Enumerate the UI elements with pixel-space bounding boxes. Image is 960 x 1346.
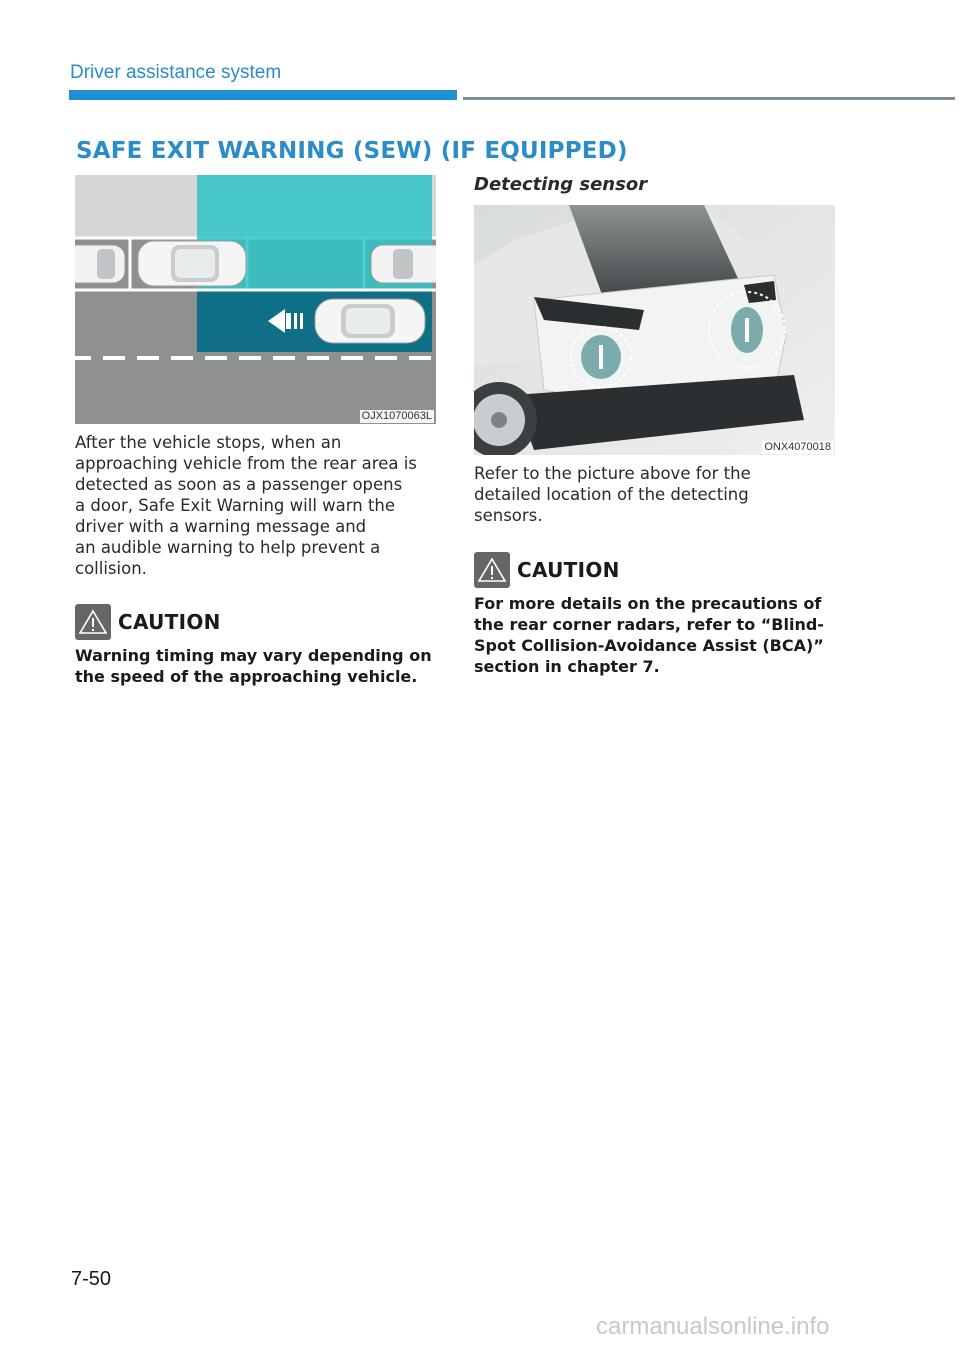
header-divider-bar [463,97,955,100]
text-line: section in chapter 7. [474,657,660,676]
caution-header [474,552,620,588]
caution-label: CAUTION [118,610,221,634]
sensor-description [474,463,844,526]
sew-description [75,432,445,579]
figure-code: OJX1070063L [361,410,432,422]
text-line: detected as soon as a passenger opens [75,475,403,494]
header-accent-bar [69,90,457,100]
figure-code: ONX4070018 [764,441,831,453]
text-line: a door, Safe Exit Warning will warn the [75,496,396,515]
page-number: 7-50 [71,1268,112,1290]
warning-triangle-icon [474,552,510,588]
sensor-location-illustration [474,205,835,455]
sew-road-diagram [75,175,436,424]
text-line: Refer to the picture above for the [474,464,751,483]
text-line: Warning timing may vary depending on [75,646,432,665]
text-line: the rear corner radars, refer to “Blind- [474,615,824,634]
text-line: sensors. [474,506,543,525]
section-title: SAFE EXIT WARNING (SEW) (IF EQUIPPED) [76,138,628,164]
sew-illustration [75,175,436,424]
text-line: After the vehicle stops, when an [75,433,342,452]
text-line: For more details on the precautions of [474,594,822,613]
warning-triangle-icon [75,604,111,640]
watermark: carmanualsonline.info [596,1313,830,1340]
text-line: approaching vehicle from the rear area is [75,454,417,473]
caution-text [75,645,445,687]
text-line: the speed of the approaching vehicle. [75,667,418,686]
caution-label: CAUTION [517,558,620,582]
vehicle-rear-diagram [474,205,835,455]
text-line: detailed location of the detecting [474,485,749,504]
header-title: Driver assistance system [70,62,282,83]
parked-car [138,241,246,286]
text-line: an audible warning to help prevent a [75,538,381,557]
detecting-sensor-heading: Detecting sensor [474,174,648,195]
caution-header [75,604,221,640]
text-line: Spot Collision-Avoidance Assist (BCA)” [474,636,824,655]
text-line: driver with a warning message and [75,517,367,536]
caution-text [474,593,854,677]
text-line: collision. [75,559,147,578]
